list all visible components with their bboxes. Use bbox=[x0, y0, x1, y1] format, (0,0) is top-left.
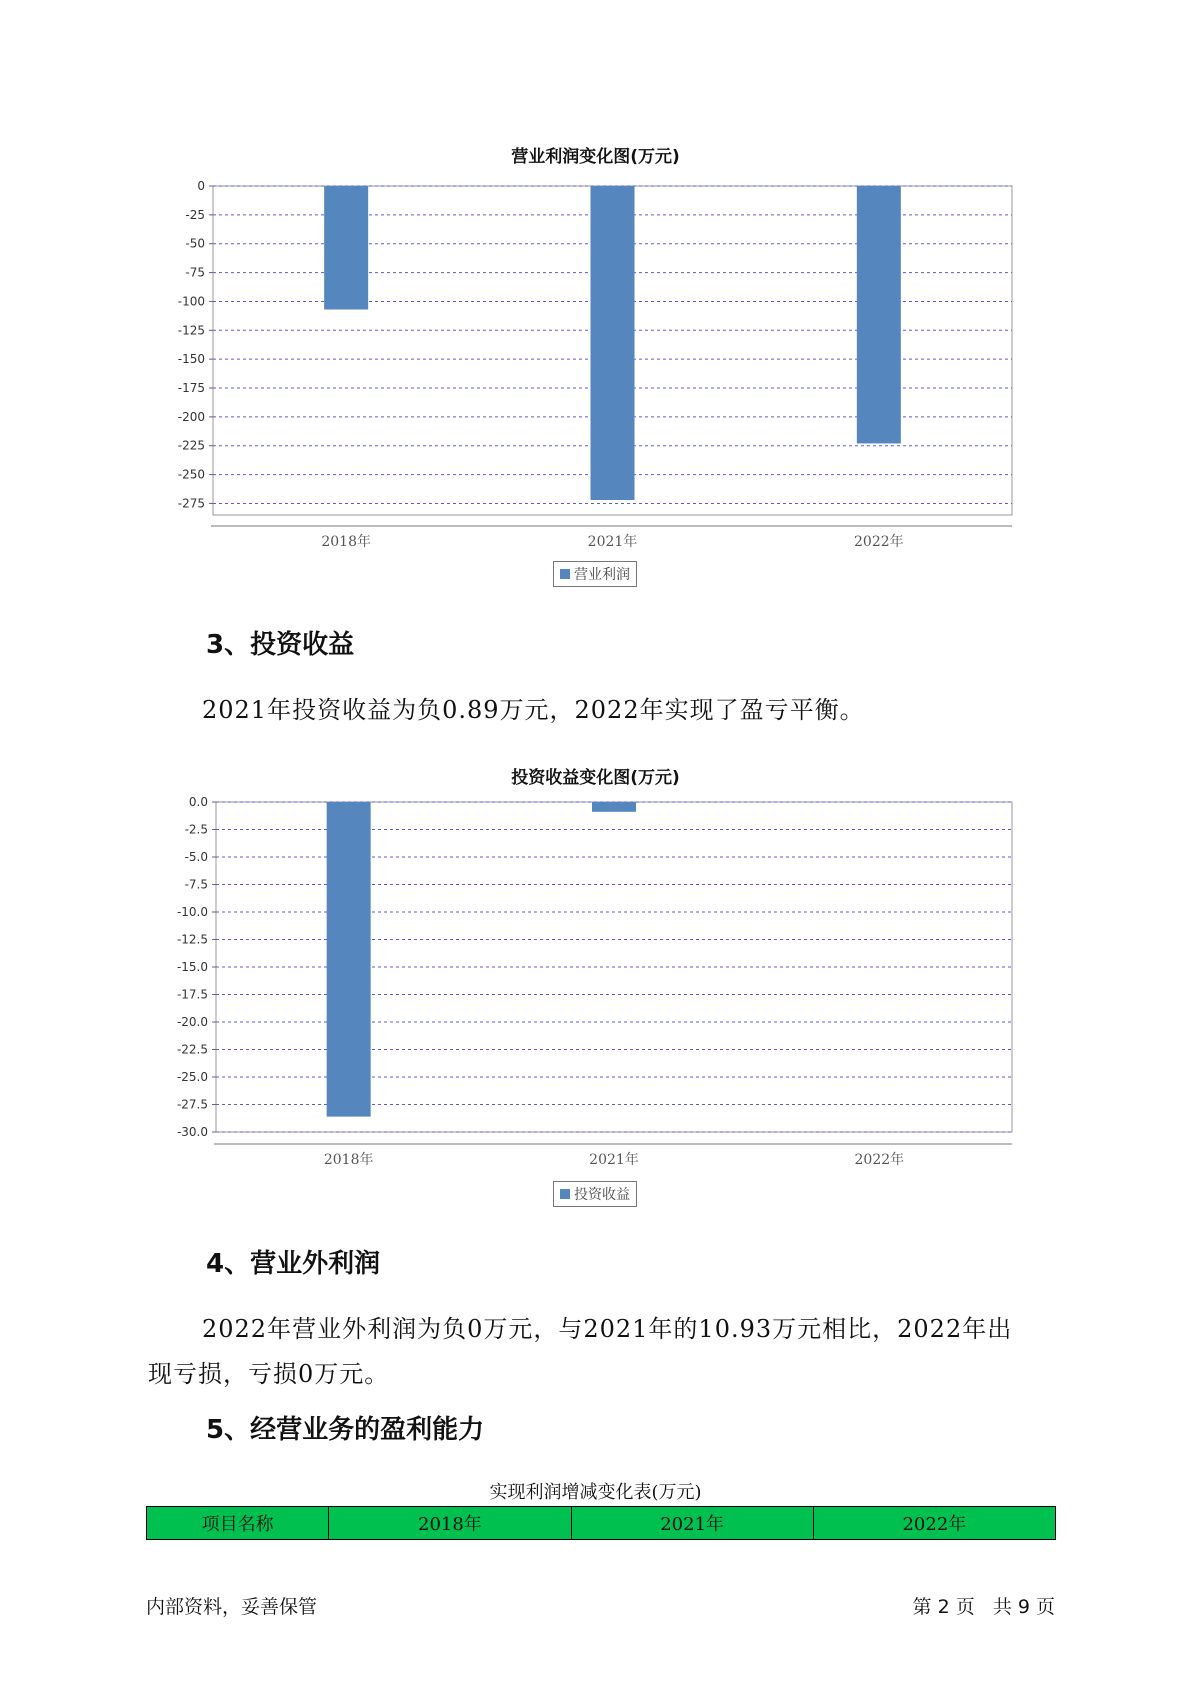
table-header-row bbox=[147, 1507, 1056, 1540]
y-tick-label: -10.0 bbox=[176, 905, 208, 919]
y-tick-label: -250 bbox=[177, 467, 205, 482]
chart-1-title: 营业利润变化图(万元) bbox=[511, 147, 680, 167]
y-tick-label: -50 bbox=[185, 236, 205, 251]
y-tick-label: -12.5 bbox=[176, 932, 208, 947]
header-2022: 2022年 bbox=[813, 1507, 1055, 1540]
header-2018: 2018年 bbox=[329, 1507, 571, 1540]
section-3-heading: 3、投资收益 bbox=[206, 630, 355, 660]
x-tick-label: 2021年 bbox=[587, 534, 638, 550]
y-tick-label: -20.0 bbox=[176, 1015, 208, 1029]
section-3-text: 2021年投资收益为负0.89万元，2022年实现了盈亏平衡。 bbox=[202, 696, 865, 724]
y-tick-label: -200 bbox=[177, 409, 205, 424]
y-tick-label: -2.5 bbox=[184, 822, 208, 837]
legend-swatch bbox=[560, 1189, 570, 1199]
footer-page-number: 第 2 页 共 9 页 bbox=[912, 1596, 1055, 1618]
x-tick-label: 2021年 bbox=[589, 1152, 639, 1168]
y-tick-label: -17.5 bbox=[176, 987, 208, 1002]
section-4-text-line1: 2022年营业外利润为负0万元，与2021年的10.93万元相比，2022年出 bbox=[202, 1315, 1013, 1343]
x-tick-label: 2018年 bbox=[323, 1152, 374, 1168]
x-tick-label: 2022年 bbox=[854, 534, 904, 550]
y-tick-label: -27.5 bbox=[176, 1097, 208, 1112]
footer-confidential: 内部资料，妥善保管 bbox=[146, 1596, 318, 1618]
y-tick-label: -25 bbox=[185, 207, 205, 222]
bar-2018年 bbox=[327, 802, 371, 1117]
y-tick-label: -75 bbox=[185, 265, 205, 280]
chart-1-legend-label: 营业利润 bbox=[574, 567, 630, 583]
y-tick-label: -22.5 bbox=[176, 1042, 208, 1057]
section-4-heading: 4、营业外利润 bbox=[206, 1249, 381, 1279]
y-tick-label: -7.5 bbox=[184, 877, 208, 892]
table-caption: 实现利润增减变化表(万元) bbox=[489, 1482, 702, 1503]
y-tick-label: -30.0 bbox=[176, 1125, 208, 1139]
y-tick-label: -25.0 bbox=[176, 1070, 208, 1084]
header-item-name: 项目名称 bbox=[147, 1507, 329, 1540]
chart-2-legend bbox=[553, 1181, 637, 1207]
chart-2-legend-label: 投资收益 bbox=[574, 1187, 630, 1203]
y-tick-label: -125 bbox=[177, 323, 205, 338]
y-tick-label: -225 bbox=[177, 438, 205, 453]
bar-2021年 bbox=[592, 802, 636, 812]
x-tick-label: 2018年 bbox=[321, 534, 371, 550]
y-tick-label: 0 bbox=[197, 179, 205, 193]
profit-change-table bbox=[146, 1506, 1056, 1540]
y-tick-label: -175 bbox=[177, 381, 205, 396]
chart-2-title: 投资收益变化图(万元) bbox=[511, 768, 680, 788]
header-2021: 2021年 bbox=[571, 1507, 813, 1540]
x-tick-label: 2022年 bbox=[854, 1152, 905, 1168]
y-tick-label: -15.0 bbox=[176, 960, 208, 974]
y-tick-label: -5.0 bbox=[184, 850, 208, 864]
section-4-text-line2: 现亏损，亏损0万元。 bbox=[148, 1360, 390, 1388]
y-tick-label: -275 bbox=[177, 496, 205, 511]
y-tick-label: -150 bbox=[177, 352, 205, 367]
y-tick-label: 0.0 bbox=[188, 795, 208, 809]
y-tick-label: -100 bbox=[177, 294, 205, 309]
section-5-heading: 5、经营业务的盈利能力 bbox=[206, 1415, 485, 1445]
